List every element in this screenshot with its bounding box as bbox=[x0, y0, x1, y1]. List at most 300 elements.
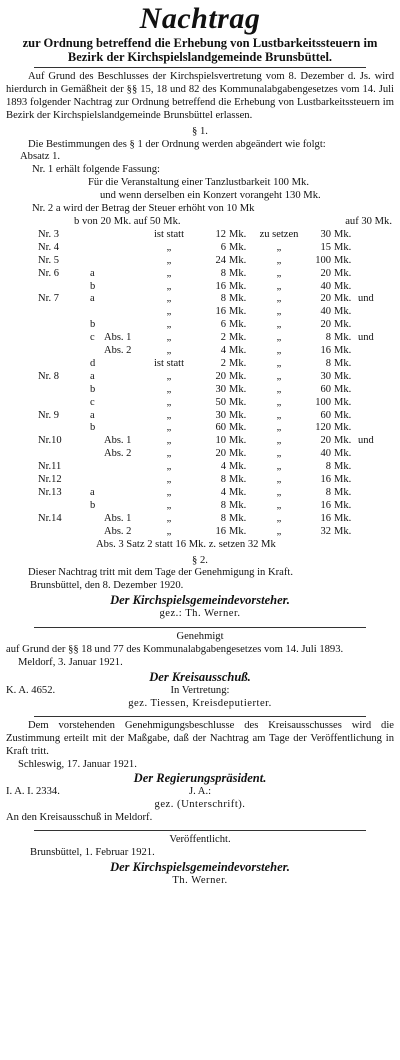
nr2-line-1 bbox=[0, 203, 400, 216]
rate-cell-old: 16 bbox=[215, 525, 226, 537]
rate-cell-unit2: Mk. bbox=[334, 422, 352, 434]
rate-cell-new: 40 bbox=[320, 280, 331, 292]
rate-row bbox=[0, 332, 400, 345]
rate-cell-abs bbox=[104, 229, 146, 242]
rate-cell-old: 24 bbox=[215, 254, 226, 266]
rate-cell-unit2: Mk. bbox=[334, 241, 352, 253]
rate-cell-sub bbox=[90, 513, 104, 526]
rate-cell-mid: „ bbox=[276, 254, 282, 266]
rate-cell-mid: „ bbox=[276, 448, 282, 460]
section-1-heading: § 1. bbox=[192, 125, 208, 137]
rate-cell-unit: Mk. bbox=[229, 409, 247, 421]
rate-cell-tail bbox=[358, 281, 400, 294]
rate-cell-mid: „ bbox=[276, 435, 282, 447]
consent-place-date: Schleswig, 17. Januar 1921. bbox=[18, 758, 137, 770]
rate-cell-nr bbox=[0, 319, 90, 332]
rate-cell-tail bbox=[358, 500, 400, 513]
rate-row bbox=[0, 293, 400, 306]
rate-cell-nr bbox=[0, 306, 90, 319]
publication-heading: Veröffentlicht. bbox=[169, 834, 231, 846]
rate-cell-sub: c bbox=[90, 332, 95, 344]
rate-cell-sub: a bbox=[90, 370, 95, 382]
rate-cell-mid: „ bbox=[276, 474, 282, 486]
rate-cell-abs bbox=[104, 397, 146, 410]
rate-row bbox=[0, 255, 400, 268]
rate-cell-new: 8 bbox=[325, 332, 331, 344]
rate-cell-mid: „ bbox=[276, 280, 282, 292]
publication-authority: Der Kirchspielsgemeindevorsteher. bbox=[110, 860, 290, 875]
rate-cell-old: 20 bbox=[215, 370, 226, 382]
rate-cell-abs bbox=[104, 306, 146, 319]
rate-cell-txt: „ bbox=[166, 525, 172, 537]
rate-cell-txt: ist statt bbox=[153, 228, 185, 240]
rate-cell-nr: Nr. 4 bbox=[38, 241, 59, 253]
rate-cell-abs bbox=[104, 422, 146, 435]
rate-row bbox=[0, 461, 400, 474]
rate-cell-unit2: Mk. bbox=[334, 448, 352, 460]
rate-cell-nr: Nr. 5 bbox=[38, 254, 59, 266]
rate-cell-tail bbox=[358, 461, 400, 474]
rate-cell-abs bbox=[104, 268, 146, 281]
approval-text: auf Grund der §§ 18 und 77 des Kommunalabgabengesetzes vom 14. Juli 1893. bbox=[6, 644, 344, 656]
approval-place-date: Meldorf, 3. Januar 1921. bbox=[18, 656, 123, 668]
publication-place-date: Brunsbüttel, 1. Februar 1921. bbox=[30, 847, 155, 859]
rate-cell-unit2: Mk. bbox=[334, 228, 352, 240]
rate-row bbox=[0, 345, 400, 358]
rate-cell-abs: Abs. 2 bbox=[104, 525, 132, 537]
rate-cell-nr bbox=[0, 500, 90, 513]
rate-cell-nr: Nr. 3 bbox=[38, 228, 59, 240]
rate-cell-abs bbox=[104, 293, 146, 306]
rate-cell-mid: „ bbox=[276, 409, 282, 421]
rate-cell-txt: ist statt bbox=[153, 357, 185, 369]
rate-cell-nr: Nr. 7 bbox=[38, 293, 59, 305]
rate-cell-nr: Nr.10 bbox=[38, 435, 62, 447]
rate-cell-sub: d bbox=[90, 357, 96, 369]
rate-row bbox=[0, 448, 400, 461]
rate-cell-unit: Mk. bbox=[229, 512, 247, 524]
nr1-rate-line-1: Für die Veranstaltung einer Tanzlustbarkeit 100 Mk. bbox=[88, 177, 309, 189]
rate-cell-unit2: Mk. bbox=[334, 332, 352, 344]
rate-cell-unit: Mk. bbox=[229, 293, 247, 305]
rate-cell-mid: „ bbox=[276, 525, 282, 537]
approval-name: gez. Tiessen, Kreisdeputierter. bbox=[128, 697, 272, 709]
approval-authority: Der Kreisausschuß. bbox=[149, 669, 251, 684]
rate-cell-nr bbox=[0, 358, 90, 371]
rate-row bbox=[0, 526, 400, 539]
rate-row bbox=[0, 319, 400, 332]
rate-cell-unit: Mk. bbox=[229, 396, 247, 408]
rate-cell-nr: Nr. 9 bbox=[38, 409, 59, 421]
rate-cell-unit: Mk. bbox=[229, 280, 247, 292]
rate-cell-unit2: Mk. bbox=[334, 396, 352, 408]
rate-cell-sub: c bbox=[90, 396, 95, 408]
rate-cell-sub bbox=[90, 242, 104, 255]
rate-cell-unit2: Mk. bbox=[334, 474, 352, 486]
rate-cell-unit2: Mk. bbox=[334, 525, 352, 537]
rate-cell-unit2: Mk. bbox=[334, 512, 352, 524]
rate-cell-mid: zu setzen bbox=[259, 228, 299, 240]
rate-cell-sub: a bbox=[90, 267, 95, 279]
rate-cell-old: 8 bbox=[220, 512, 226, 524]
consent-ref-row bbox=[0, 786, 400, 799]
rate-cell-nr bbox=[0, 345, 90, 358]
rate-cell-nr bbox=[0, 332, 90, 345]
rate-cell-abs: Abs. 2 bbox=[104, 345, 132, 357]
rate-cell-sub: a bbox=[90, 487, 95, 498]
rate-cell-txt: „ bbox=[166, 487, 172, 498]
rate-cell-new: 30 bbox=[320, 228, 331, 240]
publication-name: Th. Werner. bbox=[172, 875, 228, 887]
section-2-heading: § 2. bbox=[192, 554, 208, 566]
rate-cell-unit: Mk. bbox=[229, 267, 247, 279]
rate-cell-old: 20 bbox=[215, 448, 226, 460]
rate-cell-old: 60 bbox=[215, 422, 226, 434]
consent-text: Dem vorstehenden Genehmigungsbeschlusse des Kreisausschusses wird die Zustimmung erteilt mit der Maßgabe, daß der Nachtrag am Tage der Veröffentlichung in Kraft tritt. bbox=[6, 719, 394, 757]
consent-ref: I. A. I. 2334. bbox=[6, 786, 60, 798]
divider bbox=[34, 830, 366, 831]
rate-cell-mid: „ bbox=[276, 383, 282, 395]
rate-cell-old: 4 bbox=[220, 461, 226, 473]
rate-cell-abs bbox=[104, 242, 146, 255]
rate-cell-txt: „ bbox=[166, 435, 172, 447]
consent-ia: J. A.: bbox=[188, 786, 212, 798]
rate-row bbox=[0, 242, 400, 255]
rate-cell-tail bbox=[358, 384, 400, 397]
rate-cell-unit: Mk. bbox=[229, 357, 247, 369]
rate-cell-nr bbox=[0, 384, 90, 397]
rate-cell-new: 8 bbox=[325, 357, 331, 369]
sign1-place-date: Brunsbüttel, den 8. Dezember 1920. bbox=[30, 580, 184, 592]
rate-row bbox=[0, 422, 400, 435]
rate-cell-txt: „ bbox=[166, 345, 172, 357]
rate-cell-unit2: Mk. bbox=[334, 254, 352, 266]
rate-cell-txt: „ bbox=[166, 319, 172, 331]
rate-cell-unit: Mk. bbox=[229, 461, 247, 473]
approval-vertretung: In Vertretung: bbox=[170, 684, 230, 696]
rate-cell-new: 16 bbox=[320, 499, 331, 511]
rate-cell-old: 30 bbox=[215, 409, 226, 421]
rate-cell-mid: „ bbox=[276, 319, 282, 331]
rate-cell-unit: Mk. bbox=[229, 499, 247, 511]
rate-cell-old: 12 bbox=[215, 228, 226, 240]
consent-addressee: An den Kreisausschuß in Meldorf. bbox=[6, 812, 153, 824]
rate-cell-tail bbox=[358, 319, 400, 332]
divider bbox=[34, 627, 366, 628]
rate-cell-unit: Mk. bbox=[229, 370, 247, 382]
rate-cell-unit2: Mk. bbox=[334, 499, 352, 511]
nr1-line: Nr. 1 erhält folgende Fassung: bbox=[32, 164, 160, 176]
sign1-name: gez.: Th. Werner. bbox=[159, 608, 241, 620]
rate-cell-new: 20 bbox=[320, 267, 331, 279]
rate-cell-nr bbox=[0, 422, 90, 435]
rate-cell-abs bbox=[104, 358, 146, 371]
rate-cell-nr: Nr. 8 bbox=[38, 370, 59, 382]
rate-cell-new: 15 bbox=[320, 241, 331, 253]
rate-cell-unit2: Mk. bbox=[334, 306, 352, 318]
rate-cell-old: 10 bbox=[215, 435, 226, 447]
rate-cell-old: 8 bbox=[220, 499, 226, 511]
rate-cell-unit: Mk. bbox=[229, 383, 247, 395]
consent-name: gez. (Unterschrift). bbox=[154, 799, 246, 811]
rate-cell-unit: Mk. bbox=[229, 448, 247, 460]
rate-cell-mid: „ bbox=[276, 267, 282, 279]
rate-cell-tail bbox=[358, 242, 400, 255]
rate-cell-txt: „ bbox=[166, 267, 172, 279]
rate-cell-sub: b bbox=[90, 383, 96, 395]
rate-cell-nr bbox=[0, 281, 90, 294]
rate-cell-mid: „ bbox=[276, 487, 282, 498]
rate-table bbox=[0, 229, 400, 539]
rate-cell-unit2: Mk. bbox=[334, 435, 352, 447]
rate-cell-old: 4 bbox=[220, 345, 226, 357]
nr2-tail: auf 30 Mk. bbox=[345, 215, 392, 227]
rate-cell-sub: a bbox=[90, 409, 95, 421]
rate-row bbox=[0, 487, 400, 500]
rate-cell-tail bbox=[358, 422, 400, 435]
rate-cell-tail bbox=[358, 513, 400, 526]
rate-cell-unit: Mk. bbox=[229, 241, 247, 253]
rate-cell-txt: „ bbox=[166, 409, 172, 421]
rate-row bbox=[0, 435, 400, 448]
rate-cell-abs bbox=[104, 281, 146, 294]
rate-cell-old: 16 bbox=[215, 280, 226, 292]
rate-cell-new: 30 bbox=[320, 370, 331, 382]
rate-cell-txt: „ bbox=[166, 241, 172, 253]
rate-cell-tail bbox=[358, 255, 400, 268]
rate-cell-txt: „ bbox=[166, 474, 172, 486]
rate-row bbox=[0, 281, 400, 294]
rate-cell-abs bbox=[104, 474, 146, 487]
rate-cell-old: 16 bbox=[215, 306, 226, 318]
rate-cell-new: 8 bbox=[325, 461, 331, 473]
rate-cell-unit: Mk. bbox=[229, 345, 247, 357]
nr1-rate-line-2: und wenn derselben ein Konzert vorangeht 130 Mk. bbox=[100, 190, 321, 202]
rate-cell-sub bbox=[90, 474, 104, 487]
rate-cell-unit2: Mk. bbox=[334, 267, 352, 279]
rate-cell-new: 40 bbox=[320, 448, 331, 460]
sign1-authority: Der Kirchspielsgemeindevorsteher. bbox=[110, 593, 290, 608]
rate-cell-tail bbox=[358, 229, 400, 242]
rate-cell-new: 32 bbox=[320, 525, 331, 537]
rate-cell-new: 100 bbox=[315, 254, 331, 266]
rate-cell-mid: „ bbox=[276, 422, 282, 434]
approval-ref: K. A. 4652. bbox=[6, 684, 56, 696]
section-1-intro: Die Bestimmungen des § 1 der Ordnung werden abgeändert wie folgt: bbox=[28, 138, 326, 150]
rate-cell-sub bbox=[90, 526, 104, 539]
rate-cell-nr: Nr.14 bbox=[38, 512, 62, 524]
rate-cell-mid: „ bbox=[276, 293, 282, 305]
rate-cell-tail bbox=[358, 306, 400, 319]
rate-cell-unit: Mk. bbox=[229, 422, 247, 434]
rate-cell-unit: Mk. bbox=[229, 319, 247, 331]
rate-cell-abs: Abs. 1 bbox=[104, 512, 132, 524]
rate-cell-txt: „ bbox=[166, 254, 172, 266]
rate-cell-mid: „ bbox=[276, 461, 282, 473]
rate-cell-old: 8 bbox=[220, 267, 226, 279]
rate-cell-mid: „ bbox=[276, 306, 282, 318]
rate-cell-old: 2 bbox=[220, 357, 226, 369]
rate-cell-sub: b bbox=[90, 319, 96, 331]
rate-cell-new: 20 bbox=[320, 319, 331, 331]
rate-cell-unit: Mk. bbox=[229, 474, 247, 486]
rate-row bbox=[0, 371, 400, 384]
rate-cell-abs bbox=[104, 384, 146, 397]
rate-cell-tail bbox=[358, 448, 400, 461]
rate-cell-old: 6 bbox=[220, 241, 226, 253]
rate-cell-sub bbox=[90, 435, 104, 448]
rate-cell-mid: „ bbox=[276, 396, 282, 408]
rate-row bbox=[0, 306, 400, 319]
rate-cell-tail: und bbox=[358, 332, 374, 344]
rate-cell-nr: Nr.11 bbox=[38, 461, 62, 473]
rate-cell-tail bbox=[358, 397, 400, 410]
rate-cell-mid: „ bbox=[276, 512, 282, 524]
rate-row bbox=[0, 358, 400, 371]
rate-cell-new: 100 bbox=[315, 396, 331, 408]
approval-ref-row bbox=[0, 685, 400, 698]
rate-cell-txt: „ bbox=[166, 512, 172, 524]
divider bbox=[34, 716, 366, 717]
rate-cell-unit2: Mk. bbox=[334, 345, 352, 357]
nr2-line-2 bbox=[0, 216, 400, 229]
rate-cell-txt: „ bbox=[166, 383, 172, 395]
rate-cell-unit2: Mk. bbox=[334, 357, 352, 369]
nr2b-text: b von 20 Mk. auf 50 Mk. bbox=[74, 215, 181, 227]
rate-cell-sub bbox=[90, 229, 104, 242]
rate-cell-sub bbox=[90, 448, 104, 461]
rate-cell-new: 16 bbox=[320, 474, 331, 486]
rate-cell-sub: b bbox=[90, 499, 96, 511]
rate-cell-unit: Mk. bbox=[229, 487, 247, 498]
rate-cell-old: 30 bbox=[215, 383, 226, 395]
rate-cell-tail: und bbox=[358, 293, 374, 305]
rate-cell-unit: Mk. bbox=[229, 332, 247, 344]
rate-cell-unit2: Mk. bbox=[334, 280, 352, 292]
rate-cell-txt: „ bbox=[166, 448, 172, 460]
rate-cell-tail bbox=[358, 487, 400, 500]
rate-cell-abs: Abs. 1 bbox=[104, 332, 132, 344]
rate-cell-sub: a bbox=[90, 293, 95, 305]
rate-row bbox=[0, 384, 400, 397]
rate-cell-mid: „ bbox=[276, 332, 282, 344]
rate-cell-nr bbox=[0, 526, 90, 539]
rate-cell-tail bbox=[358, 371, 400, 384]
rate-cell-old: 50 bbox=[215, 396, 226, 408]
rate-cell-sub: b bbox=[90, 280, 96, 292]
rate-cell-unit: Mk. bbox=[229, 254, 247, 266]
rate-cell-txt: „ bbox=[166, 396, 172, 408]
rate-cell-sub bbox=[90, 345, 104, 358]
rate-cell-new: 60 bbox=[320, 409, 331, 421]
rate-row bbox=[0, 410, 400, 423]
rate-cell-nr: Nr.13 bbox=[38, 487, 62, 498]
rate-row bbox=[0, 474, 400, 487]
rate-cell-sub bbox=[90, 255, 104, 268]
rate-cell-txt: „ bbox=[166, 306, 172, 318]
rate-cell-mid: „ bbox=[276, 370, 282, 382]
divider bbox=[34, 67, 366, 68]
rate-cell-new: 60 bbox=[320, 383, 331, 395]
nr14-abs3-line: Abs. 3 Satz 2 statt 16 Mk. z. setzen 32 Mk bbox=[96, 538, 276, 550]
rate-cell-unit: Mk. bbox=[229, 525, 247, 537]
rate-cell-nr: Nr. 6 bbox=[38, 267, 59, 279]
rate-cell-unit2: Mk. bbox=[334, 293, 352, 305]
rate-cell-txt: „ bbox=[166, 370, 172, 382]
rate-cell-nr: Nr.12 bbox=[38, 474, 62, 486]
rate-cell-unit2: Mk. bbox=[334, 487, 352, 498]
rate-cell-tail: und bbox=[358, 435, 374, 447]
consent-authority: Der Regierungspräsident. bbox=[133, 771, 267, 786]
rate-cell-new: 20 bbox=[320, 435, 331, 447]
rate-cell-tail bbox=[358, 268, 400, 281]
rate-cell-old: 8 bbox=[220, 293, 226, 305]
rate-cell-mid: „ bbox=[276, 499, 282, 511]
rate-cell-txt: „ bbox=[166, 499, 172, 511]
rate-cell-unit2: Mk. bbox=[334, 461, 352, 473]
rate-cell-old: 2 bbox=[220, 332, 226, 344]
rate-cell-old: 8 bbox=[220, 474, 226, 486]
rate-cell-mid: „ bbox=[276, 357, 282, 369]
rate-cell-unit: Mk. bbox=[229, 306, 247, 318]
rate-cell-sub: b bbox=[90, 422, 96, 434]
rate-cell-new: 40 bbox=[320, 306, 331, 318]
rate-cell-abs: Abs. 1 bbox=[104, 435, 132, 447]
rate-cell-unit2: Mk. bbox=[334, 370, 352, 382]
rate-cell-tail bbox=[358, 410, 400, 423]
rate-cell-new: 8 bbox=[325, 487, 331, 498]
rate-cell-new: 20 bbox=[320, 293, 331, 305]
rate-cell-txt: „ bbox=[166, 332, 172, 344]
rate-cell-mid: „ bbox=[276, 345, 282, 357]
rate-cell-tail bbox=[358, 345, 400, 358]
rate-cell-unit: Mk. bbox=[229, 435, 247, 447]
rate-cell-unit2: Mk. bbox=[334, 383, 352, 395]
absatz-label: Absatz 1. bbox=[20, 151, 61, 163]
rate-cell-abs: Abs. 2 bbox=[104, 448, 132, 460]
notice-title: Nachtrag bbox=[139, 2, 261, 35]
rate-cell-nr bbox=[0, 397, 90, 410]
rate-cell-tail bbox=[358, 358, 400, 371]
rate-row bbox=[0, 397, 400, 410]
rate-cell-abs bbox=[104, 371, 146, 384]
rate-cell-sub bbox=[90, 461, 104, 474]
rate-table-body bbox=[0, 229, 400, 539]
rate-cell-sub bbox=[90, 306, 104, 319]
rate-cell-new: 120 bbox=[315, 422, 331, 434]
rate-cell-mid: „ bbox=[276, 241, 282, 253]
nr2-text: Nr. 2 a wird der Betrag der Steuer erhöht von 10 Mk bbox=[32, 203, 255, 215]
rate-cell-abs bbox=[104, 255, 146, 268]
rate-cell-tail bbox=[358, 474, 400, 487]
rate-cell-nr bbox=[0, 448, 90, 461]
rate-cell-old: 4 bbox=[220, 487, 226, 498]
rate-cell-abs bbox=[104, 461, 146, 474]
preamble-paragraph: Auf Grund des Beschlusses der Kirchspielsvertretung vom 8. Dezember d. Js. wird hierdurch in Gemäßheit der §§ 15, 18 und 82 des Kommunalabgabengesetzes vom 14. Juli 1893 folgender Nachtrag zur Ordnung betreffend die Erhebung von Lustbarkeitssteuern im Bezirk der Kirchspielslandgemeinde Brunsbüttel erlassen. bbox=[6, 71, 394, 121]
rate-cell-abs bbox=[104, 319, 146, 332]
rate-cell-abs bbox=[104, 487, 146, 500]
rate-cell-unit: Mk. bbox=[229, 228, 247, 240]
notice-subtitle: zur Ordnung betreffend die Erhebung von Lustbarkeitssteuern im Bezirk der Kirchspielslandgemeinde Brunsbüttel. bbox=[22, 36, 378, 64]
section-2-text: Dieser Nachtrag tritt mit dem Tage der Genehmigung in Kraft. bbox=[28, 567, 293, 579]
rate-cell-new: 16 bbox=[320, 512, 331, 524]
rate-cell-old: 6 bbox=[220, 319, 226, 331]
rate-row bbox=[0, 513, 400, 526]
rate-row bbox=[0, 268, 400, 281]
rate-cell-new: 16 bbox=[320, 345, 331, 357]
rate-cell-abs bbox=[104, 410, 146, 423]
rate-cell-txt: „ bbox=[166, 280, 172, 292]
